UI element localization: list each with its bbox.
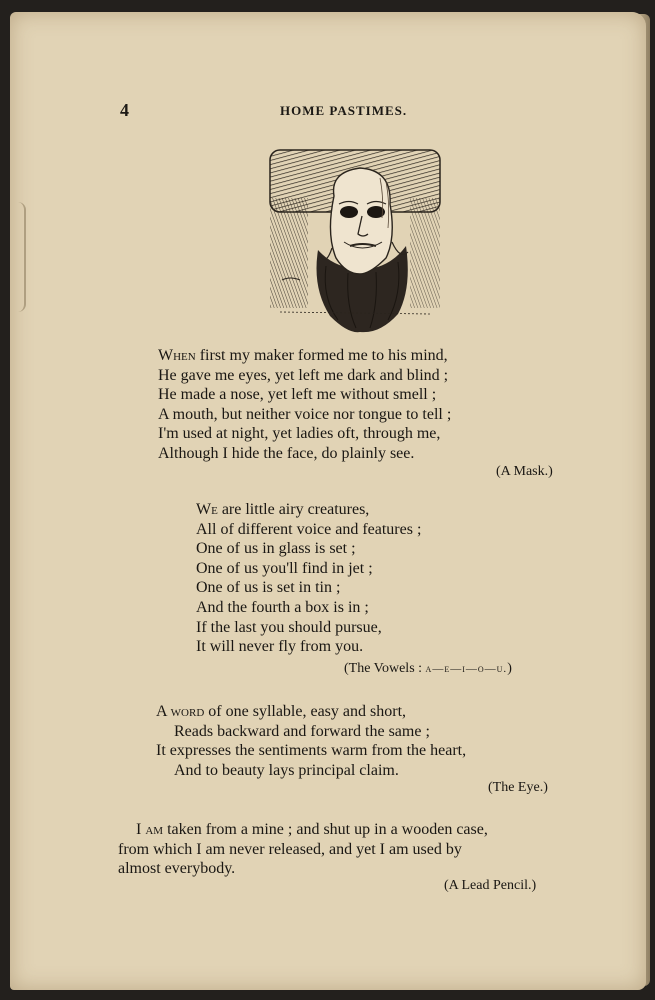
riddle-line: One of us you'll find in jet ; bbox=[196, 559, 373, 577]
riddle-lead-word: A word bbox=[156, 703, 205, 720]
riddle-line: Although I hide the face, do plainly see. bbox=[158, 444, 415, 462]
riddle-line: He made a nose, yet left me without smell ; bbox=[158, 386, 437, 404]
page-number: 4 bbox=[120, 100, 129, 120]
riddle-line: One of us is set in tin ; bbox=[196, 579, 341, 597]
riddle-line: I'm used at night, yet ladies oft, through me, bbox=[158, 425, 441, 443]
riddle-line: If the last you should pursue, bbox=[196, 618, 382, 636]
riddle-lead-word: We bbox=[196, 501, 218, 518]
riddle-answer: (The Vowels : a—e—i—o—u.) bbox=[344, 661, 512, 676]
book-page bbox=[10, 12, 646, 990]
riddle-line: Reads backward and forward the same ; bbox=[174, 722, 430, 740]
binding-mark bbox=[10, 202, 26, 312]
riddle-answer: (The Eye.) bbox=[488, 780, 548, 795]
riddle-line: We are little airy creatures, bbox=[196, 501, 370, 518]
riddle-line: It will never fly from you. bbox=[196, 638, 364, 656]
riddle-mask bbox=[158, 346, 451, 464]
riddle-line: When first my maker formed me to his mind, bbox=[158, 347, 448, 364]
riddle-lead-word: I am bbox=[136, 821, 164, 838]
riddle-line: It expresses the sentiments warm from the heart, bbox=[156, 742, 467, 760]
riddle-line: I am taken from a mine ; and shut up in a wooden case, bbox=[136, 821, 488, 838]
riddle-line: And the fourth a box is in ; bbox=[196, 598, 369, 616]
riddle-pencil bbox=[118, 820, 488, 879]
riddle-lead-word: When bbox=[158, 347, 196, 364]
running-head: HOME PASTIMES. bbox=[280, 103, 408, 118]
page-header bbox=[10, 100, 646, 124]
riddle-line: A mouth, but neither voice nor tongue to tell ; bbox=[158, 405, 452, 423]
riddle-vowels bbox=[196, 500, 421, 657]
riddle-line: He gave me eyes, yet left me dark and blind ; bbox=[158, 366, 449, 384]
riddle-line: A word of one syllable, easy and short, bbox=[156, 703, 407, 720]
riddle-line: almost everybody. bbox=[118, 860, 236, 878]
bearded-mask-engraving-icon bbox=[260, 138, 445, 336]
riddle-line: And to beauty lays principal claim. bbox=[174, 761, 399, 779]
riddle-answer: (A Mask.) bbox=[496, 464, 553, 479]
riddle-line: All of different voice and features ; bbox=[196, 520, 422, 538]
riddle-answer: (A Lead Pencil.) bbox=[444, 878, 537, 893]
riddle-line: One of us in glass is set ; bbox=[196, 540, 356, 558]
riddle-eye bbox=[156, 702, 466, 780]
riddle-line: from which I am never released, and yet I am used by bbox=[118, 840, 462, 858]
